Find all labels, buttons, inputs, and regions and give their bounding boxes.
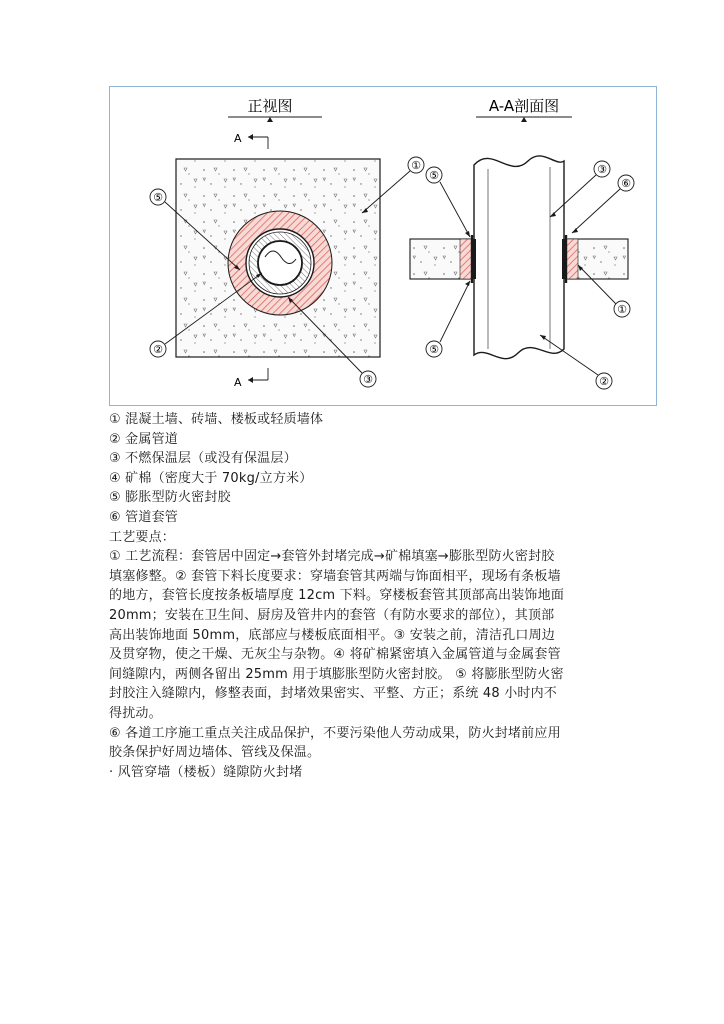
section-pipe [474,156,564,359]
svg-text:①: ① [411,159,421,172]
front-view-title: 正视图 [247,97,293,115]
svg-text:②: ② [599,375,609,388]
svg-text:⑤: ⑤ [429,343,439,356]
process-line: 的地方，套管长度按条板墙厚度 12cm 下料。穿楼板套管其顶部高出装饰地面 [109,588,565,604]
section-view-title: A-A剖面图 [488,97,560,115]
svg-text:⑤: ⑤ [429,169,439,182]
process-heading: 工艺要点： [109,529,176,545]
legend-item-1: ① 混凝土墙、砖墙、楼板或轻质墙体 [109,412,324,427]
process-line: 填塞修整。② 套管下料长度要求：穿墙套管其两端与饰面相平，现场有条板墙 [109,568,561,584]
svg-text:③: ③ [597,163,607,176]
section-marker-top: A [234,132,242,145]
svg-text:②: ② [153,343,163,356]
process-line: 20mm；安装在卫生间、厨房及管井内的套管（有防水要求的部位），其顶部 [109,607,555,623]
figure-frame [109,86,657,406]
legend-item-4: ④ 矿棉（密度大于 70kg/立方米） [109,470,313,486]
process-line: 胶条保护好周边墙体、管线及保温。 [109,745,321,761]
process-line: 及贯穿物，使之干燥、无灰尘与杂物。④ 将矿棉紧密填入金属管道与金属套管 [109,647,561,663]
svg-text:⑤: ⑤ [153,191,163,204]
text-block [109,410,619,782]
detail-drawing [110,87,656,405]
process-line: 得扰动。 [109,705,162,721]
front-view [150,97,424,389]
legend-item-2: ② 金属管道 [109,431,178,447]
process-line: ① 工艺流程：套管居中固定→套管外封堵完成→矿棉填塞→膨胀型防火密封胶 [109,549,555,565]
section-view [410,97,634,389]
legend-item-6: ⑥ 管道套管 [109,509,178,525]
process-line: 高出装饰地面 50mm，底部应与楼板底面相平。③ 安装之前，清洁孔口周边 [109,627,555,643]
svg-text:⑥: ⑥ [621,177,631,190]
svg-text:③: ③ [363,373,373,386]
process-line: 间缝隙内，两侧各留出 25mm 用于填膨胀型防火密封胶。 ⑤ 将膨胀型防火密 [109,666,564,682]
process-line: ⑥ 各道工序施工重点关注成品保护，不要污染他人劳动成果，防火封堵前应用 [109,725,561,741]
legend-item-3: ③ 不燃保温层（或没有保温层） [109,451,297,467]
next-section-heading: · 风管穿墙（楼板）缝隙防火封堵 [109,764,303,780]
metal-pipe [258,241,302,285]
process-line: 封胶注入缝隙内，修整表面，封堵效果密实、平整、方正；系统 48 小时内不 [109,686,558,702]
svg-text:①: ① [617,303,627,316]
section-marker-bottom: A [234,376,242,389]
legend-item-5: ⑤ 膨胀型防火密封胶 [109,490,231,506]
